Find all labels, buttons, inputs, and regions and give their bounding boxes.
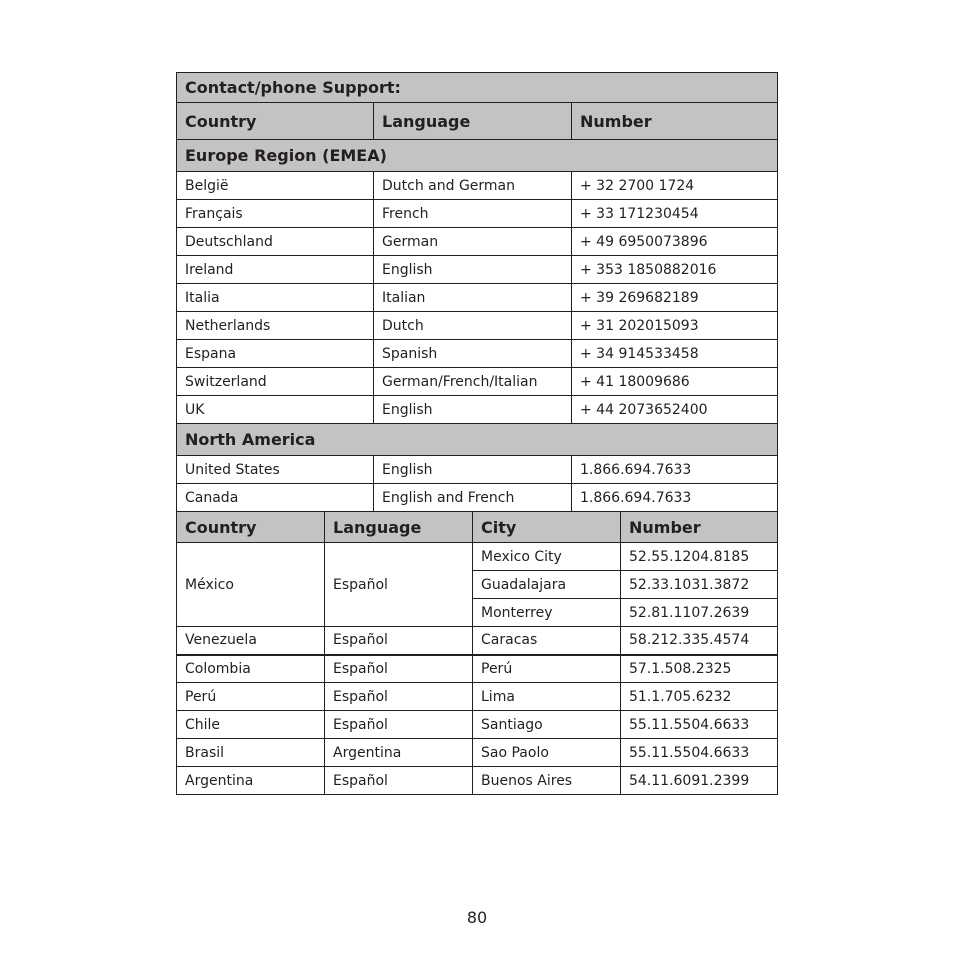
number-cell: + 32 2700 1724 (572, 172, 778, 200)
country-cell: Canada (177, 484, 374, 512)
country-cell: Italia (177, 284, 374, 312)
country-cell: Français (177, 200, 374, 228)
city-cell: Santiago (473, 711, 621, 739)
country-cell: België (177, 172, 374, 200)
table-row (177, 256, 778, 284)
number-cell: 1.866.694.7633 (572, 456, 778, 484)
language-cell: English (374, 256, 572, 284)
number-cell: 1.866.694.7633 (572, 484, 778, 512)
number-cell: + 353 1850882016 (572, 256, 778, 284)
language-cell: Italian (374, 284, 572, 312)
language-cell: Spanish (374, 340, 572, 368)
country-cell: Switzerland (177, 368, 374, 396)
number-cell: + 44 2073652400 (572, 396, 778, 424)
table-row (177, 484, 778, 512)
language-cell: Español (325, 767, 473, 795)
column-header-language: Language (374, 103, 572, 140)
number-cell: + 49 6950073896 (572, 228, 778, 256)
country-cell: Deutschland (177, 228, 374, 256)
country-cell: Ireland (177, 256, 374, 284)
latin-america-header-row (177, 512, 778, 543)
country-cell: Venezuela (177, 627, 325, 655)
language-cell: English (374, 396, 572, 424)
page-number: 80 (466, 908, 488, 927)
country-cell: Netherlands (177, 312, 374, 340)
number-cell: + 31 202015093 (572, 312, 778, 340)
column-header-number: Number (572, 103, 778, 140)
table-row (177, 711, 778, 739)
country-cell: UK (177, 396, 374, 424)
language-cell: Español (325, 627, 473, 655)
table-row (177, 627, 778, 655)
number-cell: + 41 18009686 (572, 368, 778, 396)
number-cell: 55.11.5504.6633 (621, 739, 778, 767)
country-cell: Chile (177, 711, 325, 739)
region-row-emea (177, 140, 778, 172)
column-header-number: Number (621, 512, 778, 543)
column-header-country: Country (177, 103, 374, 140)
country-cell: Brasil (177, 739, 325, 767)
region-label-emea: Europe Region (EMEA) (177, 140, 778, 172)
city-cell: Guadalajara (473, 571, 621, 599)
region-label-north-america: North America (177, 424, 778, 456)
number-cell: 52.33.1031.3872 (621, 571, 778, 599)
number-cell: 52.55.1204.8185 (621, 543, 778, 571)
language-cell: German/French/Italian (374, 368, 572, 396)
language-cell: Español (325, 655, 473, 683)
table-row (177, 340, 778, 368)
language-cell: English (374, 456, 572, 484)
country-cell: Espana (177, 340, 374, 368)
city-cell: Sao Paolo (473, 739, 621, 767)
region-row-north-america (177, 424, 778, 456)
city-cell: Caracas (473, 627, 621, 655)
table-row (177, 312, 778, 340)
language-cell: Dutch and German (374, 172, 572, 200)
table-row (177, 284, 778, 312)
number-cell: 54.11.6091.2399 (621, 767, 778, 795)
city-cell: Buenos Aires (473, 767, 621, 795)
table-row (177, 543, 778, 571)
contact-support-table (176, 72, 778, 795)
language-cell: Español (325, 543, 473, 627)
number-cell: 58.212.335.4574 (621, 627, 778, 655)
city-cell: Monterrey (473, 599, 621, 627)
language-cell: Dutch (374, 312, 572, 340)
number-cell: 52.81.1107.2639 (621, 599, 778, 627)
language-cell: French (374, 200, 572, 228)
column-header-city: City (473, 512, 621, 543)
language-cell: Argentina (325, 739, 473, 767)
column-header-country: Country (177, 512, 325, 543)
city-cell: Mexico City (473, 543, 621, 571)
table-row (177, 767, 778, 795)
table-row (177, 683, 778, 711)
country-cell: Argentina (177, 767, 325, 795)
table-row (177, 368, 778, 396)
table-row (177, 396, 778, 424)
country-cell: México (177, 543, 325, 627)
table-row (177, 200, 778, 228)
column-header-language: Language (325, 512, 473, 543)
city-cell: Lima (473, 683, 621, 711)
number-cell: 51.1.705.6232 (621, 683, 778, 711)
country-cell: Colombia (177, 655, 325, 683)
number-cell: + 34 914533458 (572, 340, 778, 368)
number-cell: + 33 171230454 (572, 200, 778, 228)
number-cell: + 39 269682189 (572, 284, 778, 312)
country-cell: Perú (177, 683, 325, 711)
table-row (177, 228, 778, 256)
number-cell: 55.11.5504.6633 (621, 711, 778, 739)
table-row (177, 655, 778, 683)
language-cell: German (374, 228, 572, 256)
language-cell: English and French (374, 484, 572, 512)
europe-header-row (177, 103, 778, 140)
number-cell: 57.1.508.2325 (621, 655, 778, 683)
city-cell: Perú (473, 655, 621, 683)
country-cell: United States (177, 456, 374, 484)
table-title-row (177, 73, 778, 103)
table-title: Contact/phone Support: (177, 73, 778, 103)
language-cell: Español (325, 683, 473, 711)
language-cell: Español (325, 711, 473, 739)
table-row (177, 456, 778, 484)
table-row (177, 739, 778, 767)
table-row (177, 172, 778, 200)
